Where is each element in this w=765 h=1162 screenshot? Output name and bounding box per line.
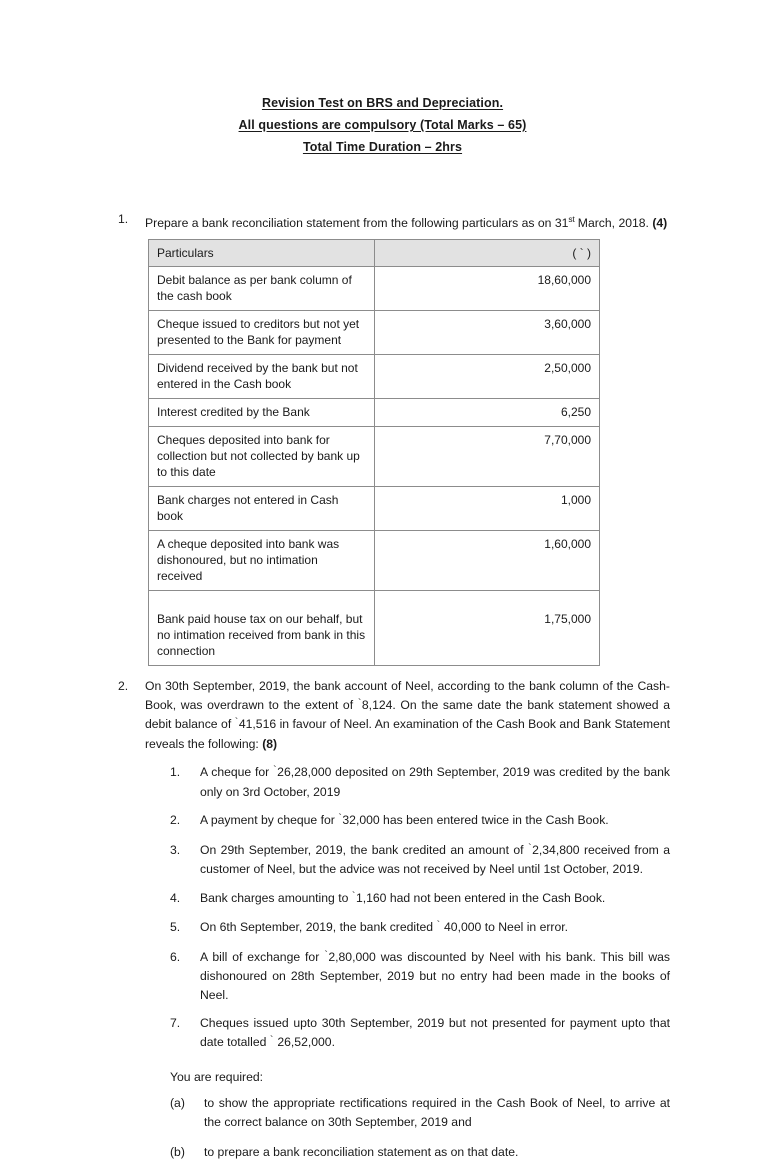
- rupee-icon: `: [351, 889, 356, 902]
- question-2-number: 2.: [118, 679, 129, 694]
- list-item-text: [200, 811, 670, 831]
- cell-particulars: Debit balance as per bank column of the cash book: [149, 267, 375, 311]
- question-2-intro-part2: . On the same date the bank statement showed a debit balance of: [145, 697, 670, 732]
- table-row: [149, 355, 600, 399]
- list-item-text-part1: A bill of exchange for: [200, 949, 325, 964]
- column-header-particulars: Particulars: [149, 240, 375, 267]
- rupee-icon: `: [357, 696, 362, 709]
- list-item: [170, 811, 670, 831]
- list-item-text-part1: Cheques issued upto 30th September, 2019 but not presented for payment upto that date totalled: [200, 1016, 670, 1049]
- list-item-text-part2: received from a customer of Neel, but the advice was not received by Neel until 1st October, 2019.: [200, 842, 670, 877]
- list-item-text: [200, 1014, 670, 1052]
- question-2-item-list: [170, 763, 670, 1052]
- cell-amount: 2,50,000: [374, 355, 600, 399]
- table-row: [149, 531, 600, 591]
- list-item-text-part2: has been entered twice in the Cash Book.: [379, 813, 609, 828]
- table-body: [149, 267, 600, 666]
- rupee-icon: `: [269, 1033, 274, 1046]
- brs-particulars-table: [148, 239, 600, 666]
- list-item-amount: 40,000: [440, 920, 482, 935]
- question-1: [118, 210, 670, 232]
- cell-particulars: Cheques deposited into bank for collection but not collected by bank up to this date: [149, 427, 375, 487]
- question-1-text-after: March, 2018.: [574, 216, 649, 231]
- list-item: [170, 841, 670, 879]
- list-item-text: [200, 948, 670, 1005]
- cell-amount: 6,250: [374, 399, 600, 427]
- cell-particulars: Dividend received by the bank but not entered in the Cash book: [149, 355, 375, 399]
- required-item-list: [170, 1094, 670, 1162]
- cell-particulars: Bank charges not entered in Cash book: [149, 487, 375, 531]
- rupee-icon: `: [436, 919, 441, 932]
- list-item-text-part2: .: [331, 1034, 335, 1049]
- title-line-1-text: Revision Test on BRS and Depreciation.: [261, 96, 504, 110]
- list-item-text-part1: Bank charges amounting to: [200, 890, 352, 905]
- cell-amount: 3,60,000: [374, 311, 600, 355]
- list-item-amount: 32,000: [342, 813, 380, 828]
- column-header-amount: ( ` ): [374, 240, 600, 267]
- list-item-text: [200, 918, 670, 938]
- cell-amount: 1,000: [374, 487, 600, 531]
- question-1-text: [145, 210, 670, 232]
- question-2-amount-1: 8,124: [361, 697, 393, 712]
- table-head: [149, 240, 600, 267]
- list-item-text-part1: On 29th September, 2019, the bank credited an amount of: [200, 842, 528, 857]
- question-2-amount-2: 41,516: [238, 717, 277, 732]
- cell-particulars: Bank paid house tax on our behalf, but no intimation received from bank in this connection: [149, 591, 375, 666]
- cell-particulars: Cheque issued to creditors but not yet presented to the Bank for payment: [149, 311, 375, 355]
- list-item-marker: 3.: [170, 842, 181, 857]
- question-1-number: 1.: [118, 212, 129, 226]
- list-item-text-part2: was discounted by Neel with his bank. This bill was dishonoured on 28th September, 2019 but no entry had been made in the books of Neel.: [200, 949, 670, 1002]
- list-item-text: [200, 841, 670, 879]
- table-row: [149, 399, 600, 427]
- list-item-text-part2: to Neel in error.: [481, 920, 569, 935]
- cell-amount: 1,75,000: [374, 591, 600, 666]
- list-item-text: to prepare a bank reconciliation statement as on that date.: [204, 1145, 519, 1160]
- question-2-intro-part1: On 30th September, 2019, the bank account of Neel, according to the bank column of the Cash-Book, was overdrawn to the extent of: [145, 679, 670, 712]
- list-item: [170, 1143, 670, 1162]
- list-item-text-part2: had not been entered in the Cash Book.: [386, 890, 606, 905]
- list-item: [170, 763, 670, 801]
- rupee-icon: `: [234, 716, 239, 729]
- list-item: [170, 1014, 670, 1052]
- list-item-amount: 26,28,000: [277, 765, 332, 780]
- list-item-marker: 2.: [170, 813, 181, 828]
- list-item-text: [200, 763, 670, 801]
- list-item-marker: 5.: [170, 920, 181, 935]
- cell-particulars: Interest credited by the Bank: [149, 399, 375, 427]
- list-item-marker: 4.: [170, 890, 181, 905]
- question-2-marks: (8): [262, 736, 278, 751]
- question-1-ordinal-suffix: st: [568, 214, 575, 224]
- list-item-text-part2: deposited on 29th September, 2019 was credited by the bank only on 3rd October, 2019: [200, 765, 670, 799]
- title-line-1: [0, 92, 765, 114]
- list-item-amount: 26,52,000: [273, 1034, 332, 1049]
- cell-amount: 7,70,000: [374, 427, 600, 487]
- required-heading: You are required:: [170, 1070, 264, 1085]
- title-line-2: [0, 114, 765, 136]
- question-1-marks: (4): [652, 216, 668, 231]
- question-2: [118, 677, 670, 753]
- cell-amount: 1,60,000: [374, 531, 600, 591]
- list-item-amount: 1,160: [355, 890, 387, 905]
- rupee-icon: `: [338, 812, 343, 825]
- cell-particulars: A cheque deposited into bank was dishonoured, but no intimation received: [149, 531, 375, 591]
- question-2-intro-part3: in favour of Neel. An examination of the Cash Book and Bank Statement reveals the following:: [145, 717, 670, 751]
- list-item-text-part1: A payment by cheque for: [200, 813, 339, 828]
- list-item: [170, 1094, 670, 1131]
- table-row: [149, 591, 600, 666]
- list-item-text: [200, 889, 670, 909]
- list-item-text-part1: On 6th September, 2019, the bank credited: [200, 920, 437, 935]
- list-item-amount: 2,80,000: [328, 949, 376, 964]
- question-2-intro: [145, 677, 670, 753]
- list-item-amount: 2,34,800: [532, 842, 580, 857]
- document-title-block: [0, 92, 765, 158]
- list-item-marker: (b): [170, 1145, 185, 1160]
- title-line-3-text: Total Time Duration – 2hrs: [302, 140, 463, 154]
- title-line-3: [0, 136, 765, 158]
- cell-amount: 18,60,000: [374, 267, 600, 311]
- list-item-marker: 1.: [170, 765, 181, 780]
- question-1-text-before: Prepare a bank reconciliation statement from the following particulars as on 31: [145, 216, 569, 231]
- list-item: [170, 889, 670, 909]
- table-row: [149, 267, 600, 311]
- list-item-marker: 7.: [170, 1016, 181, 1031]
- list-item-text-part1: A cheque for: [200, 765, 273, 780]
- rupee-icon: `: [527, 841, 533, 854]
- list-item-text: to show the appropriate rectifications required in the Cash Book of Neel, to arrive at the correct balance on 30th September, 2019 and: [204, 1096, 670, 1129]
- table-header-row: [149, 240, 600, 267]
- list-item-marker: 6.: [170, 949, 181, 964]
- document-page: [0, 92, 765, 1160]
- rupee-icon: `: [273, 764, 278, 777]
- list-item: [170, 948, 670, 1005]
- title-line-2-text: All questions are compulsory (Total Marks – 65): [238, 118, 527, 132]
- table-row: [149, 427, 600, 487]
- table-row: [149, 487, 600, 531]
- list-item-marker: (a): [170, 1096, 185, 1111]
- rupee-icon: `: [324, 948, 329, 961]
- table-row: [149, 311, 600, 355]
- list-item: [170, 918, 670, 938]
